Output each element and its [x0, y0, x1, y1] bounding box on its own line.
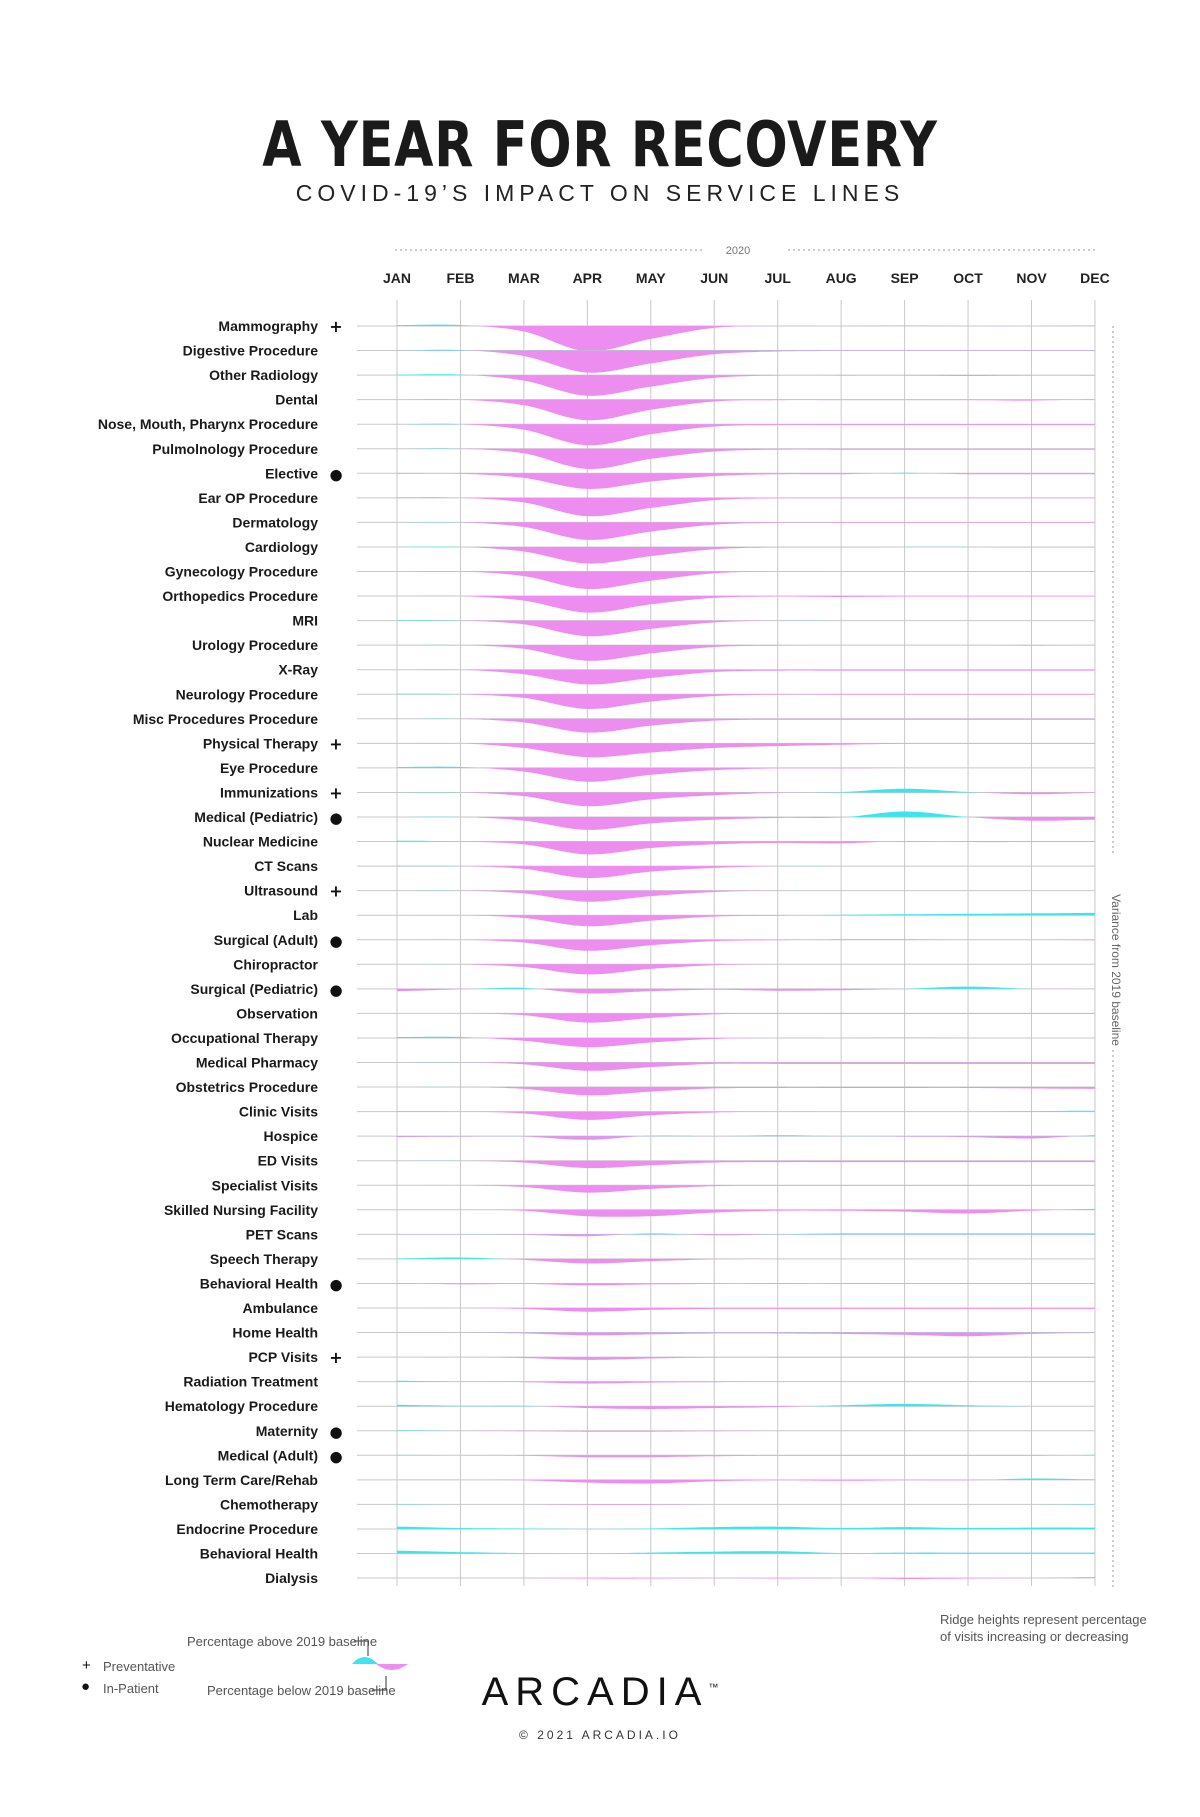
month-label-apr: APR	[572, 270, 603, 286]
ridge-below	[397, 400, 1095, 421]
ridge-below	[397, 792, 1095, 806]
month-label-aug: AUG	[825, 270, 857, 286]
preventative-marker: +	[329, 734, 343, 754]
month-label-jan: JAN	[382, 270, 412, 286]
row-label: Obstetrics Procedure	[175, 1079, 318, 1096]
row-label: MRI	[292, 612, 318, 629]
row-label: Chemotherapy	[219, 1496, 318, 1513]
ridge-below	[397, 1185, 1095, 1192]
legend-inpatient: In-Patient	[103, 1681, 159, 1696]
month-label-mar: MAR	[507, 270, 540, 286]
legend-above-swatch	[352, 1657, 378, 1664]
inpatient-marker: ●	[329, 1447, 343, 1466]
month-label-jul: JUL	[764, 270, 791, 286]
row-label: Pulmolnology Procedure	[152, 440, 318, 457]
row-label: Other Radiology	[209, 367, 318, 384]
row-label: Mammography	[218, 318, 318, 334]
row-label: Digestive Procedure	[182, 342, 318, 359]
row-label: Dermatology	[232, 514, 318, 531]
ridge-below	[397, 1210, 1095, 1217]
ridge-below	[397, 1259, 1095, 1264]
ridge-below	[397, 522, 1095, 540]
inpatient-marker: ●	[329, 465, 343, 484]
row-label: Observation	[236, 1005, 318, 1022]
ridge-note-line-1: Ridge heights represent percentage	[940, 1612, 1147, 1627]
trademark-mark: ™	[708, 1682, 719, 1694]
ridge-below	[397, 424, 1095, 445]
month-label-dec: DEC	[1080, 270, 1110, 286]
legend-below-label: Percentage below 2019 baseline	[207, 1683, 396, 1698]
ridge-below	[397, 694, 1095, 709]
row-label: Orthopedics Procedure	[162, 588, 318, 605]
row-label: Chiropractor	[233, 956, 318, 973]
row-label: Home Health	[232, 1324, 318, 1341]
row-label: Eye Procedure	[219, 759, 318, 776]
row-label: Lab	[293, 907, 318, 924]
row-label: ED Visits	[257, 1152, 318, 1169]
ridge-above	[397, 789, 1095, 793]
month-label-oct: OCT	[953, 270, 983, 286]
row-label: Speech Therapy	[209, 1250, 318, 1267]
row-label: Urology Procedure	[191, 637, 318, 654]
row-label: Misc Procedures Procedure	[132, 710, 318, 727]
ridge-below	[397, 1013, 1095, 1022]
ridge-below	[397, 1161, 1095, 1168]
ridge-below	[397, 1063, 1095, 1071]
ridge-below	[397, 1308, 1095, 1312]
month-label-may: MAY	[635, 270, 666, 286]
ridge-below	[397, 768, 1095, 782]
preventative-icon: +	[82, 1657, 91, 1674]
page-title: A YEAR FOR RECOVERY	[262, 108, 938, 181]
row-label: Dialysis	[265, 1570, 318, 1587]
brand-logo	[0, 1670, 1200, 1715]
row-label: Nose, Mouth, Pharynx Procedure	[97, 416, 318, 433]
ridge-below	[397, 1087, 1095, 1095]
variance-axis-label: Variance from 2019 baseline	[1109, 894, 1123, 1046]
legend-above-label: Percentage above 2019 baseline	[187, 1634, 378, 1649]
row-label: Surgical (Adult)	[213, 931, 318, 948]
row-label: Nuclear Medicine	[202, 833, 318, 850]
row-label: Immunizations	[219, 784, 318, 801]
preventative-marker: +	[329, 783, 343, 803]
ridge-below	[397, 326, 1095, 351]
page-subtitle: COVID-19’S IMPACT ON SERVICE LINES	[295, 180, 905, 206]
ridge-above	[397, 1527, 1095, 1529]
inpatient-marker: ●	[329, 1275, 343, 1294]
row-label: PET Scans	[245, 1226, 318, 1243]
preventative-marker: +	[329, 1348, 343, 1368]
ridge-below	[397, 670, 1095, 685]
row-label: Hematology Procedure	[164, 1398, 318, 1415]
ridge-below	[397, 1333, 1095, 1337]
row-label: PCP Visits	[248, 1349, 318, 1366]
row-label: Skilled Nursing Facility	[163, 1201, 318, 1218]
ridge-below	[397, 915, 1095, 926]
row-label: X-Ray	[278, 661, 318, 678]
ridge-below	[397, 1480, 1095, 1484]
ridge-below	[397, 989, 1095, 994]
row-label: Physical Therapy	[202, 735, 318, 752]
row-label: Medical Pharmacy	[195, 1054, 318, 1071]
row-label: Ear OP Procedure	[198, 489, 318, 506]
row-label: Behavioral Health	[199, 1545, 318, 1562]
row-label: Occupational Therapy	[170, 1029, 318, 1046]
row-label: Neurology Procedure	[175, 686, 318, 703]
ridge-above	[397, 812, 1095, 818]
row-label: Medical (Pediatric)	[194, 809, 318, 825]
brand-name: ARCADIA	[481, 1670, 709, 1714]
ridge-note-line-2: of visits increasing or decreasing	[940, 1629, 1129, 1644]
preventative-marker: +	[329, 317, 343, 336]
inpatient-marker: ●	[329, 931, 343, 950]
month-label-nov: NOV	[1016, 270, 1047, 286]
month-label-feb: FEB	[446, 270, 475, 286]
ridge-below	[397, 473, 1095, 489]
row-label: Long Term Care/Rehab	[165, 1471, 318, 1488]
ridge-below	[397, 842, 1095, 855]
row-label: Radiation Treatment	[183, 1373, 318, 1390]
ridge-below	[397, 891, 1095, 902]
inpatient-icon: ●	[81, 1678, 91, 1695]
ridge-below	[397, 817, 1095, 830]
row-label: Medical (Adult)	[217, 1447, 318, 1464]
ridge-above	[397, 1551, 1095, 1554]
row-label: Gynecology Procedure	[164, 563, 318, 580]
legend-preventative: Preventative	[103, 1659, 176, 1674]
month-label-jun: JUN	[700, 270, 729, 286]
ridge-below	[397, 964, 1095, 974]
preventative-marker: +	[329, 881, 343, 901]
ridge-below	[397, 449, 1095, 469]
row-label: CT Scans	[254, 858, 318, 875]
ridge-below	[397, 498, 1095, 516]
year-label: 2020	[725, 245, 751, 257]
ridge-below	[397, 645, 1095, 661]
row-label: Maternity	[255, 1422, 318, 1439]
ridge-below	[397, 940, 1095, 951]
row-label: Specialist Visits	[211, 1177, 318, 1194]
ridge-below	[397, 1112, 1095, 1120]
row-label: Ultrasound	[244, 882, 318, 899]
row-label: Behavioral Health	[199, 1275, 318, 1292]
ridge-below	[397, 596, 1095, 613]
ridge-below	[397, 547, 1095, 564]
ridge-below	[397, 351, 1095, 373]
copyright: © 2021 ARCADIA.IO	[519, 1728, 681, 1742]
month-label-sep: SEP	[890, 270, 919, 286]
ridge-below	[397, 866, 1095, 878]
ridge-below	[397, 743, 1095, 757]
ridge-below	[397, 719, 1095, 733]
ridge-below	[397, 1038, 1095, 1047]
row-label: Endocrine Procedure	[176, 1520, 318, 1537]
row-label: Surgical (Pediatric)	[190, 980, 318, 997]
ridge-below	[397, 375, 1095, 396]
inpatient-marker: ●	[329, 809, 343, 827]
row-label: Clinic Visits	[238, 1103, 318, 1120]
row-label: Elective	[265, 465, 318, 482]
ridge-below	[397, 1136, 1095, 1140]
row-label: Ambulance	[242, 1300, 318, 1316]
ridge-below	[397, 621, 1095, 637]
row-label: Hospice	[263, 1128, 318, 1145]
inpatient-marker: ●	[329, 980, 343, 999]
row-label: Cardiology	[244, 538, 318, 555]
inpatient-marker: ●	[329, 1422, 343, 1441]
ridge-below	[397, 572, 1095, 590]
row-label: Dental	[275, 391, 318, 408]
